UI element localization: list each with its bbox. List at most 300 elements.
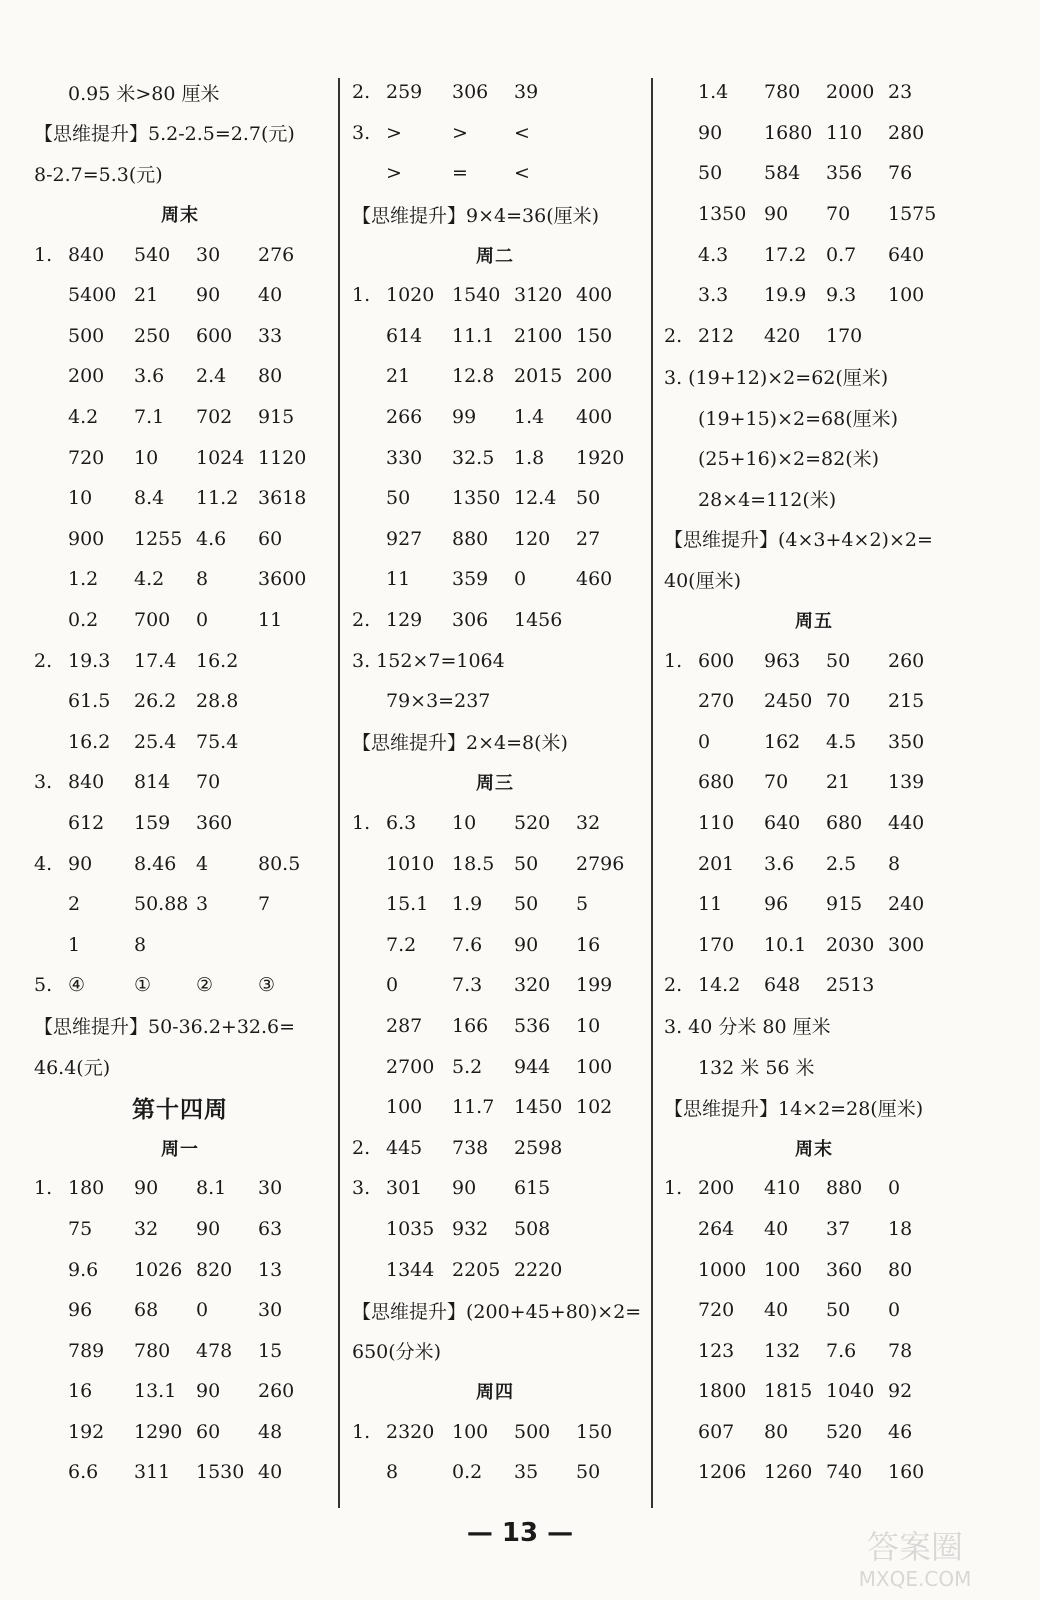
answer-row bbox=[34, 275, 326, 316]
answer-cell: 3120 bbox=[514, 284, 563, 307]
answer-cell: 200 bbox=[576, 365, 613, 388]
answer-cell: 915 bbox=[826, 893, 863, 916]
answer-cell: 16 bbox=[68, 1380, 93, 1403]
answer-row bbox=[352, 153, 638, 194]
answer-row bbox=[34, 965, 326, 1006]
answer-row bbox=[352, 397, 638, 438]
answer-cell: 110 bbox=[698, 811, 735, 834]
answer-cell: 10 bbox=[576, 1014, 601, 1037]
answer-cell: 90 bbox=[196, 1380, 221, 1403]
answer-row bbox=[664, 1209, 964, 1250]
answer-row bbox=[34, 803, 326, 844]
answer-text: 0.95 米>80 厘米 bbox=[68, 82, 220, 105]
answer-line bbox=[664, 478, 964, 519]
answer-cell: 1344 bbox=[386, 1258, 435, 1281]
answer-cell: 2513 bbox=[826, 974, 875, 997]
column-divider bbox=[338, 78, 340, 1508]
answer-cell: 8 bbox=[134, 933, 147, 956]
answer-row bbox=[352, 113, 638, 154]
answer-row bbox=[34, 234, 326, 275]
answer-row bbox=[352, 559, 638, 600]
answer-cell: 5.2 bbox=[452, 1055, 483, 1078]
answer-row bbox=[34, 924, 326, 965]
question-number: 2. bbox=[664, 974, 683, 997]
answer-cell: 180 bbox=[68, 1177, 105, 1200]
answer-cell: 27 bbox=[576, 527, 601, 550]
answer-cell: 11.7 bbox=[452, 1096, 495, 1119]
answer-line bbox=[664, 356, 964, 397]
answer-cell: 60 bbox=[258, 527, 283, 550]
answer-cell: 100 bbox=[386, 1096, 423, 1119]
answer-row bbox=[664, 1168, 964, 1209]
answer-cell: 7.1 bbox=[134, 406, 165, 429]
answer-cell: < bbox=[514, 162, 530, 185]
answer-line bbox=[664, 397, 964, 438]
answer-row bbox=[664, 803, 964, 844]
answer-cell: 90 bbox=[134, 1177, 159, 1200]
answer-cell: 359 bbox=[452, 568, 489, 591]
answer-cell: 32.5 bbox=[452, 446, 495, 469]
answer-cell: 720 bbox=[68, 446, 105, 469]
answer-cell: 6.3 bbox=[386, 811, 417, 834]
page-number: — 13 — bbox=[466, 1518, 574, 1548]
answer-cell: 1.8 bbox=[514, 446, 545, 469]
section-heading: 周末 bbox=[161, 205, 199, 227]
answer-cell: 927 bbox=[386, 527, 423, 550]
answer-cell: 840 bbox=[68, 771, 105, 794]
answer-row bbox=[34, 1168, 326, 1209]
answer-cell: 170 bbox=[698, 933, 735, 956]
answer-row bbox=[352, 1127, 638, 1168]
answer-cell: 3.3 bbox=[698, 284, 729, 307]
answer-line bbox=[664, 1087, 964, 1128]
answer-cell: 90 bbox=[764, 203, 789, 226]
answer-cell: 4.6 bbox=[196, 527, 227, 550]
answer-cell: 2.5 bbox=[826, 852, 857, 875]
answer-row bbox=[34, 1330, 326, 1371]
answer-cell: 102 bbox=[576, 1096, 613, 1119]
answer-cell: 1.4 bbox=[514, 406, 545, 429]
answer-cell: 500 bbox=[514, 1420, 551, 1443]
answer-cell: 17.2 bbox=[764, 243, 807, 266]
answer-row bbox=[34, 437, 326, 478]
answer-cell: 132 bbox=[764, 1339, 801, 1362]
answer-cell: 19.9 bbox=[764, 284, 807, 307]
answer-cell: 0.7 bbox=[826, 243, 857, 266]
answer-text: 【思维提升】5.2-2.5=2.7(元) bbox=[34, 123, 295, 146]
answer-cell: 300 bbox=[888, 933, 925, 956]
answer-cell: 780 bbox=[134, 1339, 171, 1362]
answer-cell: 614 bbox=[386, 324, 423, 347]
answer-cell: 320 bbox=[514, 974, 551, 997]
answer-cell: 1 bbox=[68, 933, 81, 956]
section-heading: 周三 bbox=[476, 773, 514, 795]
answer-cell: 35 bbox=[514, 1461, 539, 1484]
answer-cell: 3618 bbox=[258, 487, 307, 510]
answer-cell: 23 bbox=[888, 81, 913, 104]
answer-cell: 0.2 bbox=[68, 609, 99, 632]
answer-cell: 1350 bbox=[452, 487, 501, 510]
answer-cell: 25.4 bbox=[134, 730, 177, 753]
answer-cell: 2700 bbox=[386, 1055, 435, 1078]
answer-cell: 70 bbox=[826, 690, 851, 713]
answer-cell: 13 bbox=[258, 1258, 283, 1281]
answer-cell: 1035 bbox=[386, 1217, 435, 1240]
answer-cell: 70 bbox=[764, 771, 789, 794]
answer-cell: 10.1 bbox=[764, 933, 807, 956]
answer-cell: 5 bbox=[576, 893, 589, 916]
answer-row bbox=[352, 316, 638, 357]
answer-row bbox=[664, 1452, 964, 1493]
answer-line bbox=[34, 113, 326, 154]
answer-cell: 2100 bbox=[514, 324, 563, 347]
answer-line bbox=[34, 72, 326, 113]
answer-text: 46.4(元) bbox=[34, 1057, 111, 1080]
answer-cell: 15.1 bbox=[386, 893, 429, 916]
answer-cell: 100 bbox=[452, 1420, 489, 1443]
answer-cell: 7.6 bbox=[452, 933, 483, 956]
answer-cell: 37 bbox=[826, 1217, 851, 1240]
answer-cell: 4 bbox=[196, 852, 209, 875]
answer-line bbox=[352, 194, 638, 235]
answer-row bbox=[352, 1046, 638, 1087]
answer-cell: 33 bbox=[258, 324, 283, 347]
answer-cell: 8 bbox=[386, 1461, 399, 1484]
answer-cell: 9.6 bbox=[68, 1258, 99, 1281]
answer-cell: 520 bbox=[514, 811, 551, 834]
answer-row bbox=[352, 275, 638, 316]
answer-cell: 19.3 bbox=[68, 649, 111, 672]
question-number: 3. bbox=[352, 121, 371, 144]
answer-cell: 11 bbox=[386, 568, 411, 591]
answer-row bbox=[34, 356, 326, 397]
answer-cell: 814 bbox=[134, 771, 171, 794]
answer-cell: 32 bbox=[134, 1217, 159, 1240]
answer-cell: 460 bbox=[576, 568, 613, 591]
answer-cell: 520 bbox=[826, 1420, 863, 1443]
answer-row bbox=[34, 1209, 326, 1250]
answer-row bbox=[664, 1249, 964, 1290]
answer-cell: 99 bbox=[452, 406, 477, 429]
answer-cell: 240 bbox=[888, 893, 925, 916]
answer-cell: 2.4 bbox=[196, 365, 227, 388]
answer-text: 3. 152×7=1064 bbox=[352, 649, 505, 672]
answer-cell: 3.6 bbox=[764, 852, 795, 875]
answer-cell: 150 bbox=[576, 1420, 613, 1443]
answer-cell: 540 bbox=[134, 243, 171, 266]
answer-line bbox=[664, 1006, 964, 1047]
answer-cell: 80 bbox=[258, 365, 283, 388]
answer-cell: 50 bbox=[698, 162, 723, 185]
answer-cell: 120 bbox=[514, 527, 551, 550]
answer-cell: 260 bbox=[888, 649, 925, 672]
answer-cell: 738 bbox=[452, 1136, 489, 1159]
answer-cell: 266 bbox=[386, 406, 423, 429]
answer-cell: 600 bbox=[698, 649, 735, 672]
answer-cell: 150 bbox=[576, 324, 613, 347]
answer-cell: 0 bbox=[888, 1299, 901, 1322]
answer-cell: 1800 bbox=[698, 1380, 747, 1403]
answer-cell: 14.2 bbox=[698, 974, 741, 997]
answer-cell: 11 bbox=[258, 609, 283, 632]
answer-row bbox=[34, 722, 326, 763]
answer-cell: 90 bbox=[196, 1217, 221, 1240]
answer-cell: 2320 bbox=[386, 1420, 435, 1443]
answer-cell: 50 bbox=[576, 1461, 601, 1484]
answer-cell: 166 bbox=[452, 1014, 489, 1037]
answer-cell: 160 bbox=[888, 1461, 925, 1484]
answer-cell: 350 bbox=[888, 730, 925, 753]
answer-cell: > bbox=[452, 121, 468, 144]
answer-line bbox=[34, 1006, 326, 1047]
answer-cell: 50 bbox=[826, 649, 851, 672]
answer-cell: 70 bbox=[196, 771, 221, 794]
answer-cell: 330 bbox=[386, 446, 423, 469]
answer-cell: 260 bbox=[258, 1380, 295, 1403]
answer-cell: 40 bbox=[258, 284, 283, 307]
answer-cell: 46 bbox=[888, 1420, 913, 1443]
answer-cell: 68 bbox=[134, 1299, 159, 1322]
watermark-logo bbox=[820, 1522, 1010, 1592]
answer-cell: 915 bbox=[258, 406, 295, 429]
question-number: 5. bbox=[34, 974, 53, 997]
answer-cell: 40 bbox=[258, 1461, 283, 1484]
answer-cell: 2030 bbox=[826, 933, 875, 956]
question-number: 1. bbox=[352, 284, 371, 307]
answer-cell: 90 bbox=[68, 852, 93, 875]
answer-cell: 8 bbox=[196, 568, 209, 591]
answer-cell: > bbox=[386, 162, 402, 185]
answer-cell: 270 bbox=[698, 690, 735, 713]
answer-cell: 607 bbox=[698, 1420, 735, 1443]
answer-cell: 360 bbox=[196, 811, 233, 834]
question-number: 2. bbox=[352, 81, 371, 104]
answer-cell: 76 bbox=[888, 162, 913, 185]
answer-cell: 1575 bbox=[888, 203, 937, 226]
answer-cell: 61.5 bbox=[68, 690, 111, 713]
answer-text: 【思维提升】(200+45+80)×2= bbox=[352, 1300, 642, 1323]
answer-row bbox=[352, 1168, 638, 1209]
answer-row bbox=[664, 153, 964, 194]
answer-cell: 90 bbox=[698, 121, 723, 144]
answer-cell: 640 bbox=[888, 243, 925, 266]
section-heading: 周一 bbox=[161, 1138, 199, 1160]
answer-row bbox=[352, 519, 638, 560]
answer-row bbox=[664, 194, 964, 235]
answer-cell: 28.8 bbox=[196, 690, 239, 713]
answer-cell: 4.2 bbox=[134, 568, 165, 591]
answer-cell: 820 bbox=[196, 1258, 233, 1281]
answer-text: 【思维提升】9×4=36(厘米) bbox=[352, 204, 600, 227]
answer-cell: 7.2 bbox=[386, 933, 417, 956]
answer-column-1 bbox=[34, 72, 326, 1512]
answer-row bbox=[352, 1006, 638, 1047]
question-number: 1. bbox=[664, 1177, 683, 1200]
answer-row bbox=[34, 762, 326, 803]
answer-row bbox=[34, 397, 326, 438]
answer-cell: 1040 bbox=[826, 1380, 875, 1403]
answer-row bbox=[352, 1452, 638, 1493]
answer-cell: ③ bbox=[258, 974, 276, 997]
answer-row bbox=[664, 762, 964, 803]
answer-cell: 26.2 bbox=[134, 690, 177, 713]
answer-cell: 8 bbox=[888, 852, 901, 875]
answer-cell: 400 bbox=[576, 406, 613, 429]
answer-line bbox=[34, 153, 326, 194]
answer-row bbox=[34, 640, 326, 681]
answer-row bbox=[664, 1371, 964, 1412]
answer-cell: 280 bbox=[888, 121, 925, 144]
section-heading: 周四 bbox=[476, 1382, 514, 1404]
answer-cell: 60 bbox=[196, 1420, 221, 1443]
answer-cell: 129 bbox=[386, 609, 423, 632]
section-heading: 周五 bbox=[795, 611, 833, 633]
answer-cell: 584 bbox=[764, 162, 801, 185]
answer-row bbox=[352, 600, 638, 641]
answer-row bbox=[34, 884, 326, 925]
answer-cell: 1026 bbox=[134, 1258, 183, 1281]
answer-cell: 159 bbox=[134, 811, 171, 834]
answer-cell: 4.5 bbox=[826, 730, 857, 753]
question-number: 1. bbox=[352, 811, 371, 834]
answer-cell: 90 bbox=[452, 1177, 477, 1200]
answer-cell: 8.46 bbox=[134, 852, 177, 875]
question-number: 3. bbox=[34, 771, 53, 794]
answer-cell: 740 bbox=[826, 1461, 863, 1484]
answer-cell: 311 bbox=[134, 1461, 171, 1484]
answer-row bbox=[664, 722, 964, 763]
answer-cell: 1350 bbox=[698, 203, 747, 226]
answer-row bbox=[664, 1412, 964, 1453]
watermark-top: 答案圈 bbox=[866, 1528, 964, 1566]
answer-cell: 648 bbox=[764, 974, 801, 997]
answer-text: (19+15)×2=68(厘米) bbox=[698, 407, 899, 430]
question-number: 4. bbox=[34, 852, 53, 875]
answer-cell: 944 bbox=[514, 1055, 551, 1078]
answer-cell: 8.4 bbox=[134, 487, 165, 510]
answer-row bbox=[34, 600, 326, 641]
question-number: 1. bbox=[352, 1420, 371, 1443]
answer-cell: 1540 bbox=[452, 284, 501, 307]
answer-cell: 100 bbox=[764, 1258, 801, 1281]
answer-cell: 39 bbox=[514, 81, 539, 104]
answer-cell: 1020 bbox=[386, 284, 435, 307]
answer-row bbox=[664, 275, 964, 316]
answer-cell: 40 bbox=[764, 1217, 789, 1240]
answer-cell: 702 bbox=[196, 406, 233, 429]
question-number: 2. bbox=[352, 1136, 371, 1159]
answer-cell: 30 bbox=[196, 243, 221, 266]
answer-cell: 16.2 bbox=[68, 730, 111, 753]
answer-cell: 420 bbox=[764, 324, 801, 347]
question-number: 2. bbox=[352, 609, 371, 632]
answer-cell: 4.2 bbox=[68, 406, 99, 429]
answer-line bbox=[664, 519, 964, 560]
answer-row bbox=[352, 965, 638, 1006]
question-number: 2. bbox=[664, 324, 683, 347]
answer-cell: 7.3 bbox=[452, 974, 483, 997]
answer-text: 3. 40 分米 80 厘米 bbox=[664, 1016, 831, 1039]
answer-line bbox=[664, 1046, 964, 1087]
column-divider bbox=[651, 78, 653, 1508]
answer-cell: 162 bbox=[764, 730, 801, 753]
answer-row bbox=[664, 843, 964, 884]
answer-cell: 615 bbox=[514, 1177, 551, 1200]
answer-cell: 2015 bbox=[514, 365, 563, 388]
section-heading: 第十四周 bbox=[132, 1095, 228, 1123]
answer-cell: 70 bbox=[826, 203, 851, 226]
answer-cell: 306 bbox=[452, 609, 489, 632]
question-number: 1. bbox=[34, 243, 53, 266]
answer-cell: 963 bbox=[764, 649, 801, 672]
answer-cell: 50 bbox=[826, 1299, 851, 1322]
answer-row bbox=[34, 681, 326, 722]
answer-cell: 7 bbox=[258, 893, 271, 916]
answer-cell: 0 bbox=[386, 974, 399, 997]
answer-row bbox=[34, 1249, 326, 1290]
answer-cell: 1206 bbox=[698, 1461, 747, 1484]
answer-text: 8-2.7=5.3(元) bbox=[34, 163, 163, 186]
answer-cell: 1920 bbox=[576, 446, 625, 469]
answer-cell: 700 bbox=[134, 609, 171, 632]
answer-cell: 12.4 bbox=[514, 487, 557, 510]
answer-row bbox=[664, 965, 964, 1006]
answer-cell: 90 bbox=[514, 933, 539, 956]
answer-cell: 720 bbox=[698, 1299, 735, 1322]
answer-cell: ④ bbox=[68, 974, 86, 997]
answer-cell: > bbox=[386, 121, 402, 144]
answer-text: 132 米 56 米 bbox=[698, 1057, 815, 1080]
question-number: 2. bbox=[34, 649, 53, 672]
answer-cell: 3 bbox=[196, 893, 209, 916]
answer-cell: 96 bbox=[764, 893, 789, 916]
answer-cell: 0 bbox=[196, 609, 209, 632]
answer-line bbox=[352, 1290, 642, 1331]
answer-text: 40(厘米) bbox=[664, 569, 742, 592]
answer-row bbox=[352, 924, 638, 965]
answer-cell: 0 bbox=[196, 1299, 209, 1322]
answer-cell: 1010 bbox=[386, 852, 435, 875]
answer-text: 【思维提升】50-36.2+32.6= bbox=[34, 1016, 296, 1039]
answer-row bbox=[664, 316, 964, 357]
answer-cell: 215 bbox=[888, 690, 925, 713]
answer-text: (25+16)×2=82(米) bbox=[698, 448, 880, 471]
answer-cell: 259 bbox=[386, 81, 423, 104]
answer-cell: 1450 bbox=[514, 1096, 563, 1119]
answer-cell: 21 bbox=[386, 365, 411, 388]
answer-cell: 192 bbox=[68, 1420, 105, 1443]
answer-cell: 600 bbox=[196, 324, 233, 347]
answer-cell: 30 bbox=[258, 1299, 283, 1322]
answer-cell: ① bbox=[134, 974, 152, 997]
answer-row bbox=[34, 1412, 326, 1453]
answer-cell: 18.5 bbox=[452, 852, 495, 875]
answer-cell: 50 bbox=[514, 893, 539, 916]
answer-cell: 48 bbox=[258, 1420, 283, 1443]
answer-cell: 301 bbox=[386, 1177, 423, 1200]
answer-row bbox=[664, 884, 964, 925]
answer-cell: 32 bbox=[576, 811, 601, 834]
answer-cell: 2450 bbox=[764, 690, 813, 713]
answer-cell: 212 bbox=[698, 324, 735, 347]
answer-cell: 445 bbox=[386, 1136, 423, 1159]
answer-cell: 880 bbox=[826, 1177, 863, 1200]
answer-column-2 bbox=[352, 72, 642, 1512]
answer-cell: 1456 bbox=[514, 609, 563, 632]
answer-cell: 880 bbox=[452, 527, 489, 550]
answer-cell: 1120 bbox=[258, 446, 307, 469]
answer-row bbox=[352, 1412, 638, 1453]
